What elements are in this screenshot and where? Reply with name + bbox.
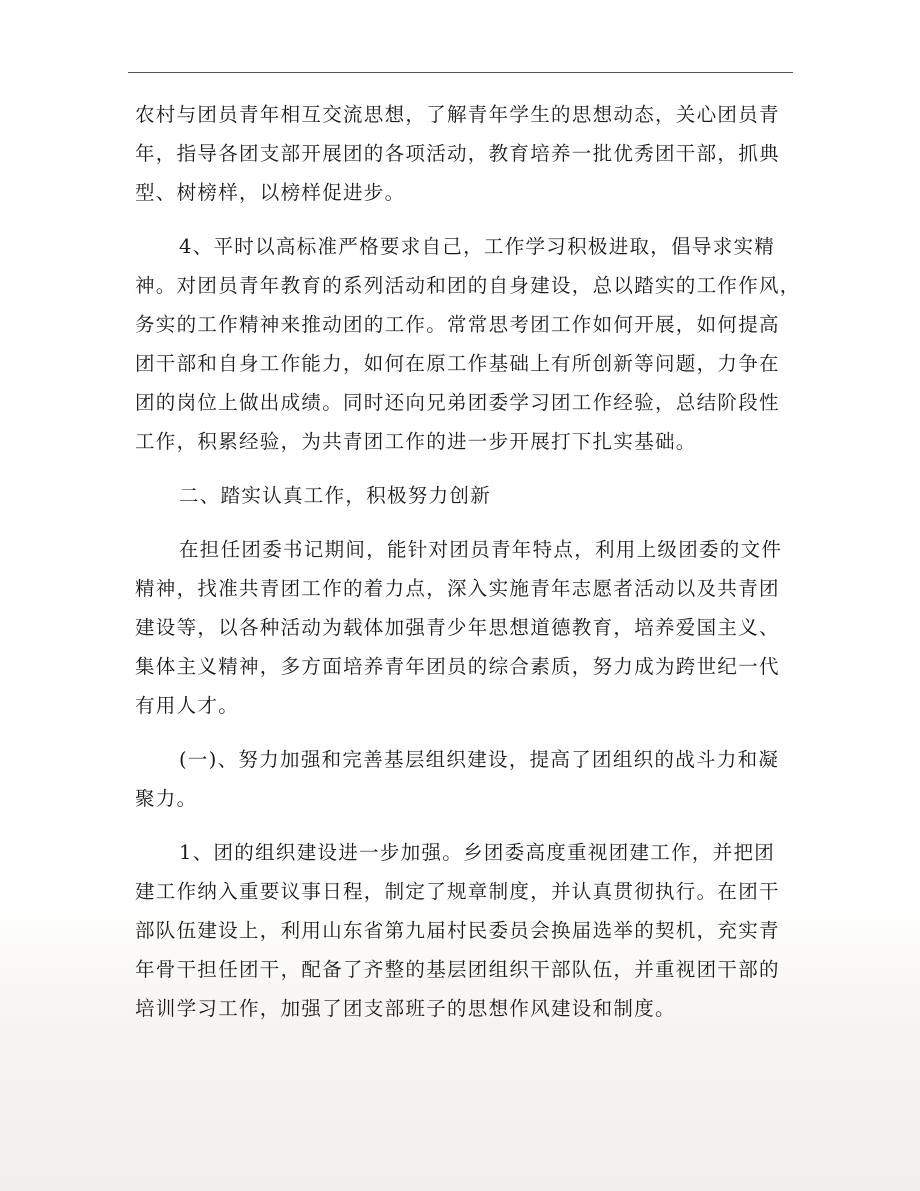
text-line: 农村与团员青年相互交流思想，了解青年学生的思想动态，关心团员青 — [135, 103, 780, 126]
text-line: 年骨干担任团干，配备了齐整的基层团组织干部队伍，并重视团干部的 — [135, 958, 780, 981]
text-line: 神。对团员青年教育的系列活动和团的自身建设，总以踏实的工作作风， — [135, 274, 801, 297]
text-line: (一)、努力加强和完善基层组织建设，提高了团组织的战斗力和凝 — [179, 748, 780, 771]
text-line: 型、树榜样，以榜样促进步。 — [135, 181, 406, 204]
text-line: 工作，积累经验，为共青团工作的进一步开展打下扎实基础。 — [135, 430, 697, 453]
text-line: 精神，找准共青团工作的着力点，深入实施青年志愿者活动以及共青团 — [135, 577, 780, 600]
text-line: 在担任团委书记期间，能针对团员青年特点，利用上级团委的文件 — [179, 538, 783, 561]
paragraph-4 — [135, 530, 800, 725]
document-body — [135, 95, 800, 1043]
paragraph-5 — [135, 740, 800, 818]
text-line: 建设等，以各种活动为载体加强青少年思想道德教育，培养爱国主义、 — [135, 616, 780, 639]
text-line: 建工作纳入重要议事日程，制定了规章制度，并认真贯彻执行。在团干 — [135, 880, 780, 903]
paragraph-2 — [135, 227, 800, 461]
paragraph-6 — [135, 833, 800, 1028]
text-line: 团的岗位上做出成绩。同时还向兄弟团委学习团工作经验，总结阶段性 — [135, 391, 780, 414]
text-line: 集体主义精神，多方面培养青年团员的综合素质，努力成为跨世纪一代 — [135, 655, 780, 678]
text-line: 4、平时以高标准严格要求自己，工作学习积极进取，倡导求实精 — [179, 235, 776, 258]
text-line: 团干部和自身工作能力，如何在原工作基础上有所创新等问题，力争在 — [135, 352, 780, 375]
paragraph-1 — [135, 95, 800, 212]
section-heading-2 — [135, 476, 800, 515]
text-line: 年，指导各团支部开展团的各项活动，教育培养一批优秀团干部，抓典 — [135, 142, 780, 165]
text-line: 聚力。 — [135, 787, 198, 810]
text-line: 1、团的组织建设进一步加强。乡团委高度重视团建工作，并把团 — [179, 841, 776, 864]
text-line: 部队伍建设上，利用山东省第九届村民委员会换届选举的契机，充实青 — [135, 919, 780, 942]
text-line: 培训学习工作，加强了团支部班子的思想作风建设和制度。 — [135, 997, 676, 1020]
text-line: 务实的工作精神来推动团的工作。常常思考团工作如何开展，如何提高 — [135, 313, 780, 336]
text-line: 二、踏实认真工作，积极努力创新 — [179, 484, 492, 507]
header-divider — [128, 72, 793, 73]
text-line: 有用人才。 — [135, 694, 240, 717]
